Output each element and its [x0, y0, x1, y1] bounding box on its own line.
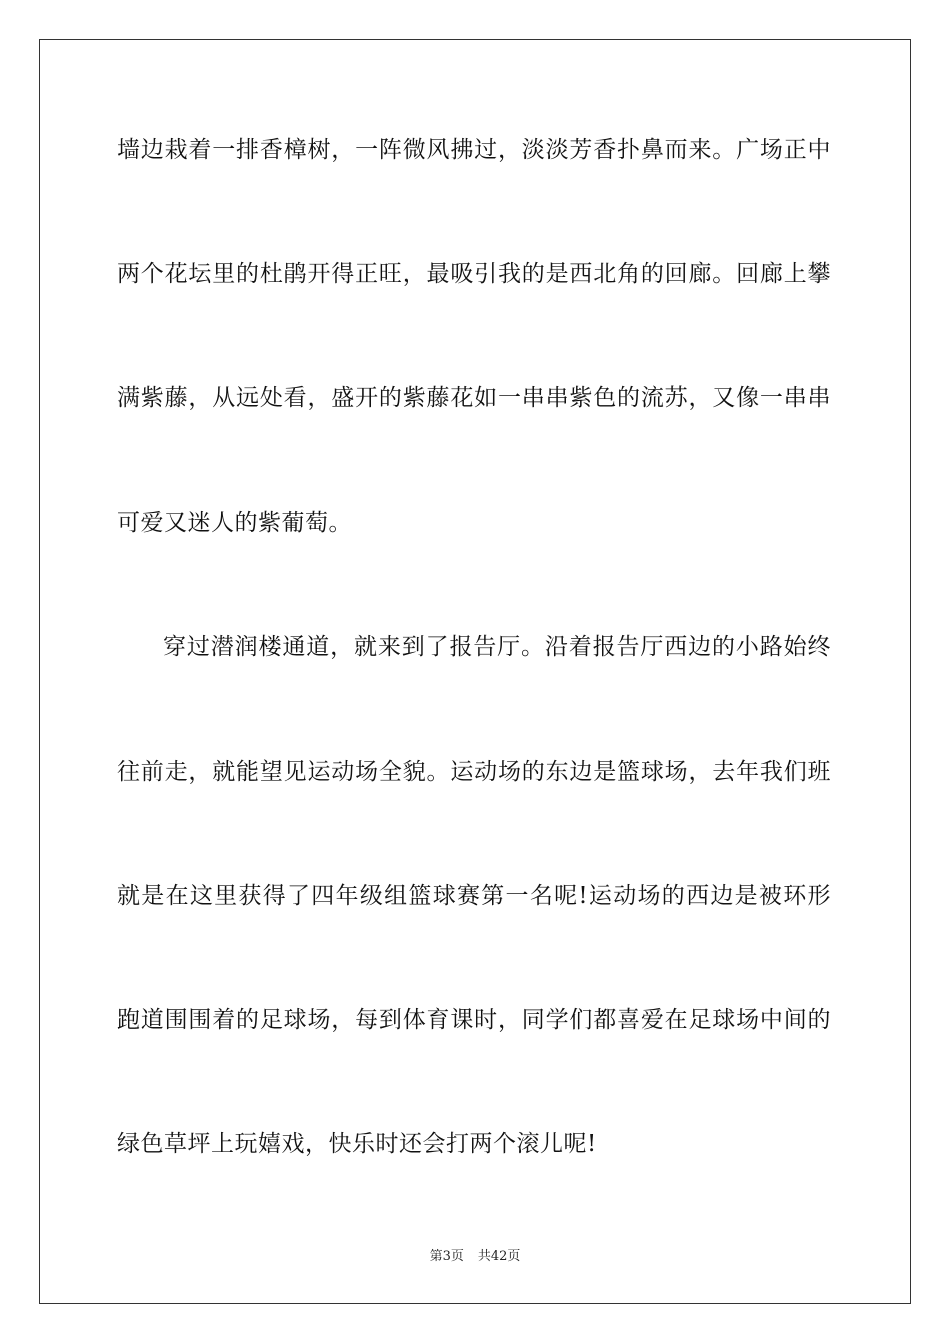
paragraph-line: 两个花坛里的杜鹃开得正旺，最吸引我的是西北角的回廊。回廊上攀 — [117, 261, 831, 287]
paragraph-line: 满紫藤，从远处看，盛开的紫藤花如一串串紫色的流苏，又像一串串 — [117, 385, 831, 411]
paragraph-line: 就是在这里获得了四年级组篮球赛第一名呢!运动场的西边是被环形 — [117, 883, 831, 909]
paragraph-line: 往前走，就能望见运动场全貌。运动场的东边是篮球场，去年我们班 — [117, 759, 831, 785]
page-number: 第3页 — [429, 1249, 464, 1264]
paragraph-line: 墙边栽着一排香樟树，一阵微风拂过，淡淡芳香扑鼻而来。广场正中 — [117, 137, 831, 163]
paragraph-line: 绿色草坪上玩嬉戏，快乐时还会打两个滚儿呢! — [117, 1131, 597, 1157]
page-total: 共42页 — [477, 1249, 521, 1264]
paragraph-line: 可爱又迷人的紫葡萄。 — [117, 510, 352, 536]
page-footer — [0, 1248, 950, 1266]
page-border — [39, 39, 911, 1304]
paragraph-line: 穿过潜润楼通道，就来到了报告厅。沿着报告厅西边的小路始终 — [163, 634, 831, 660]
paragraph-line: 跑道围围着的足球场，每到体育课时，同学们都喜爱在足球场中间的 — [117, 1007, 831, 1033]
